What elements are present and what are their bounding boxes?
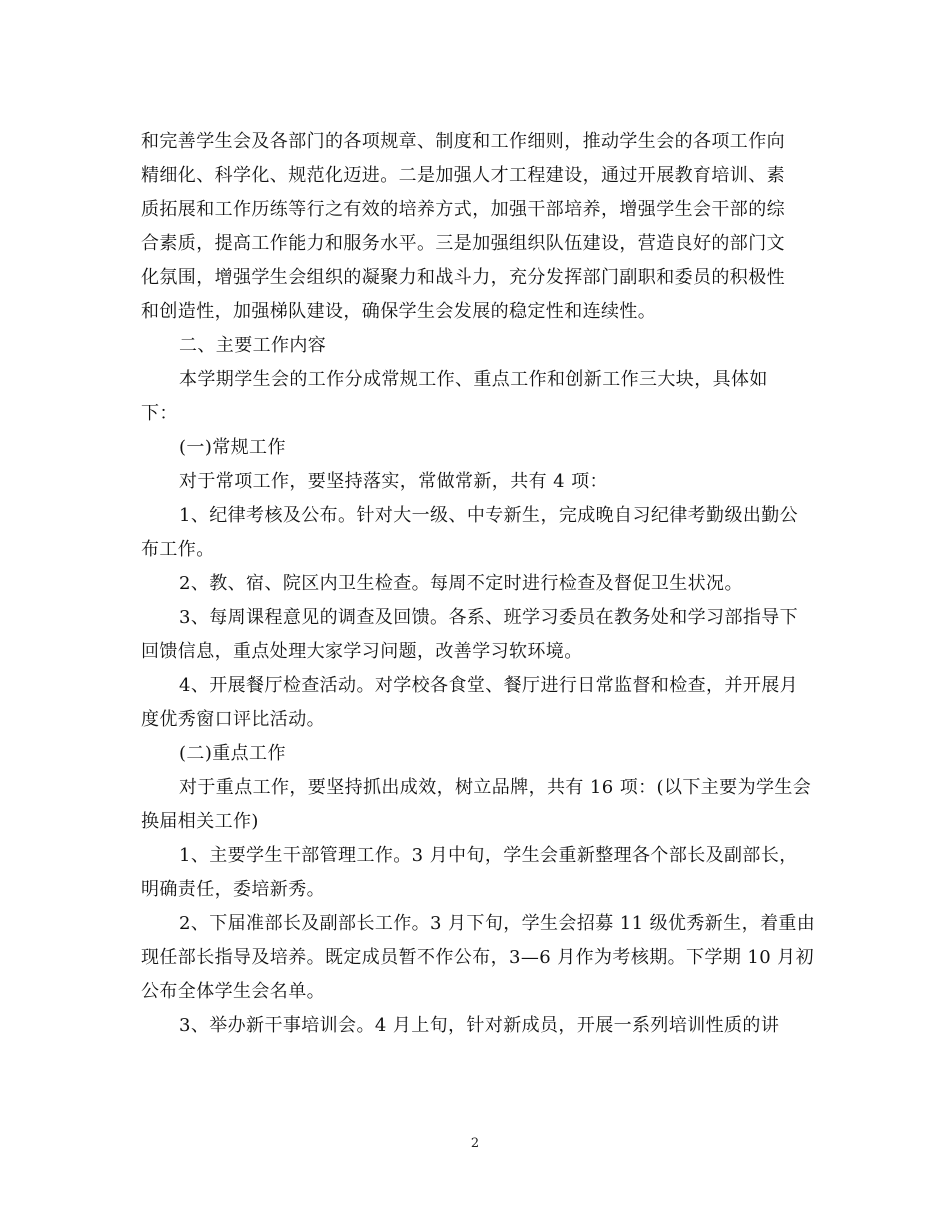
text-line: 明确责任，委培新秀。 <box>141 879 325 900</box>
text-line: 3、举办新干事培训会。4 月上旬，针对新成员，开展一系列培训性质的讲 <box>179 1015 780 1036</box>
page-number: 2 <box>470 1136 480 1151</box>
text-line: 二、主要工作内容 <box>179 335 327 356</box>
text-line: 公布全体学生会名单。 <box>141 981 325 1002</box>
text-line: 布工作。 <box>141 539 215 560</box>
text-line: 现任部长指导及培养。既定成员暂不作公布，3—6 月作为考核期。下学期 10 月初 <box>141 947 814 968</box>
text-line: 4、开展餐厅检查活动。对学校各食堂、餐厅进行日常监督和检查，并开展月 <box>179 675 799 696</box>
text-line: 对于常项工作，要坚持落实，常做常新，共有 4 项： <box>179 471 608 492</box>
text-line: 和创造性，加强梯队建设，确保学生会发展的稳定性和连续性。 <box>141 301 657 322</box>
text-line: 2、教、宿、院区内卫生检查。每周不定时进行检查及督促卫生状况。 <box>179 573 743 594</box>
text-line: 1、纪律考核及公布。针对大一级、中专新生，完成晚自习纪律考勤级出勤公 <box>179 505 799 526</box>
text-line: 本学期学生会的工作分成常规工作、重点工作和创新工作三大块，具体如 <box>179 369 768 390</box>
text-line: 下： <box>141 403 178 424</box>
text-line: 回馈信息，重点处理大家学习问题，改善学习软环境。 <box>141 641 583 662</box>
text-line: 合素质，提高工作能力和服务水平。三是加强组织队伍建设，营造良好的部门文 <box>141 233 785 254</box>
text-line: 度优秀窗口评比活动。 <box>141 709 325 730</box>
text-line: 1、主要学生干部管理工作。3 月中旬，学生会重新整理各个部长及副部长， <box>179 845 798 866</box>
text-line: (二)重点工作 <box>179 743 286 764</box>
text-line: 精细化、科学化、规范化迈进。二是加强人才工程建设，通过开展教育培训、素 <box>141 165 785 186</box>
text-line: (一)常规工作 <box>179 437 286 458</box>
document-body <box>141 125 841 1043</box>
text-line: 对于重点工作，要坚持抓出成效，树立品牌，共有 16 项：(以下主要为学生会 <box>179 777 812 798</box>
text-line: 换届相关工作) <box>141 811 259 832</box>
text-line: 和完善学生会及各部门的各项规章、制度和工作细则，推动学生会的各项工作向 <box>141 131 785 152</box>
text-line: 3、每周课程意见的调查及回馈。各系、班学习委员在教务处和学习部指导下 <box>179 607 799 628</box>
text-line: 2、下届准部长及副部长工作。3 月下旬，学生会招募 11 级优秀新生，着重由 <box>179 913 816 934</box>
text-line: 质拓展和工作历练等行之有效的培养方式，加强干部培养，增强学生会干部的综 <box>141 199 785 220</box>
text-line: 化氛围，增强学生会组织的凝聚力和战斗力，充分发挥部门副职和委员的积极性 <box>141 267 785 288</box>
